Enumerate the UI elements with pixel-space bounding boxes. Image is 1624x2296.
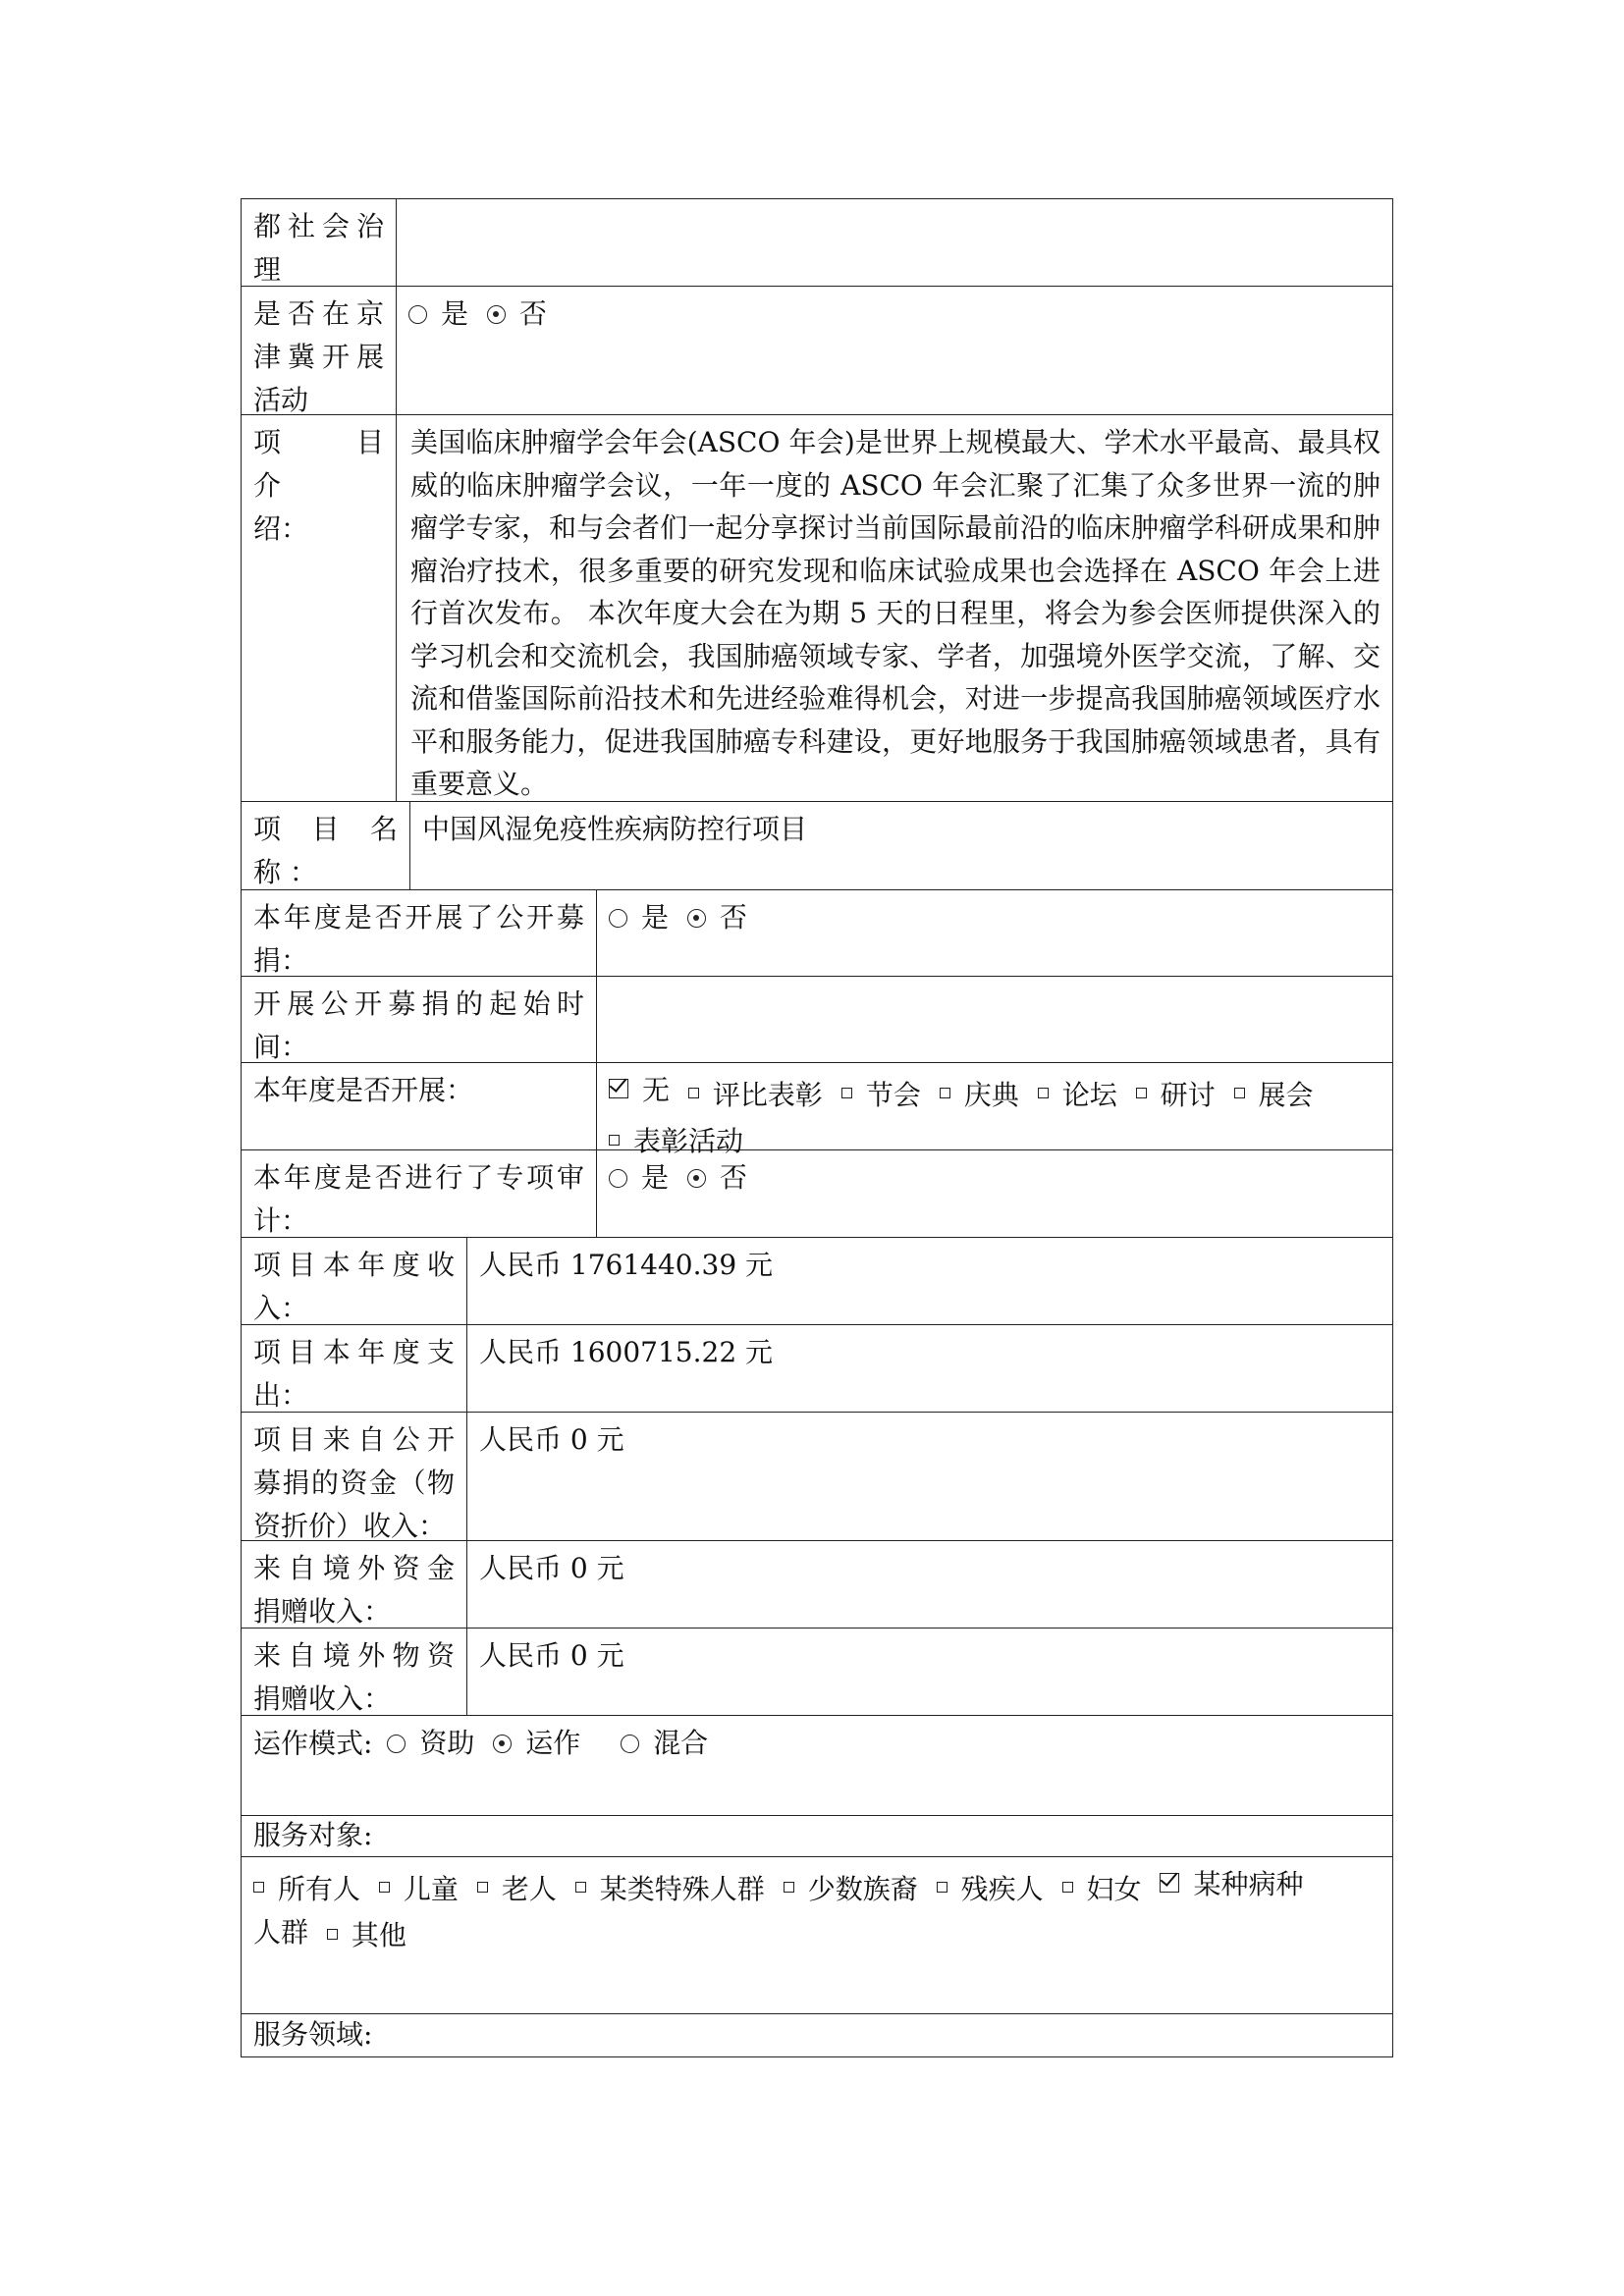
value-audit [597,1150,1392,1237]
value-income [467,1238,1392,1324]
label-line: 项目本年度支 [253,1336,455,1368]
radio-circle-icon[interactable] [609,909,627,928]
value-project-name [410,802,1392,889]
row-expense [241,1325,1393,1413]
checkbox-icon[interactable] [253,1882,264,1893]
label-activities [242,1063,597,1149]
label-line: 来自境外资金 [253,1552,455,1584]
checkbox-option-special-group[interactable]: 某类特殊人群 [575,1868,765,1911]
checkbox-option-other[interactable]: 其他 [327,1914,406,1957]
row-audit [241,1150,1393,1238]
checkbox-icon[interactable] [1234,1088,1245,1098]
checkbox-option-disease[interactable]: 某种病种 [1160,1863,1303,1906]
radio-option-no[interactable]: 否 [687,1156,747,1200]
label-line: 本年度是否开展： [253,1074,474,1106]
service-target-label: 服务对象: [253,1819,373,1851]
label-line: 捐赠收入： [253,1682,392,1715]
checkbox-option-forum[interactable]: 论坛 [1038,1074,1117,1117]
label-line: 绍： [253,512,309,545]
row-jingjinji [241,287,1393,415]
project-intro-text: 美国临床肿瘤学会年会(ASCO 年会)是世界上规模最大、学术水平最高、最具权威的临床肿瘤学会议，一年一度的 ASCO 年会汇聚了汇集了众多世界一流的肿瘤学专家，和与会者们一起分享探讨当前国际最前沿的临床肿瘤学科研成果和肿瘤治疗技术，很多重要的研究发现和临床试验成果也会选择在 ASCO 年会上进行首次发布。 本次年度大会在为期 5 天的日程里，将会为参会医师提供深入的学习机会和交流机会，我国肺癌领域专家、学者，加强境外医学交流，了解、交流和借鉴国际前沿技术和先进经验难得机会，对进一步提高我国肺癌领域医疗水平和服务能力，促进我国肺癌专科建设，更好地服务于我国肺癌领域患者，具有重要意义。 [410,426,1380,800]
radio-option-operate[interactable]: 运作 [493,1722,580,1765]
checkbox-option-celebration[interactable]: 庆典 [940,1074,1019,1117]
radio-selected-icon[interactable] [493,1735,512,1753]
label-line: 项 目 介 [253,426,412,502]
row-public-fund [241,890,1393,977]
label-jingjinji [242,287,397,414]
checkbox-icon[interactable] [1062,1882,1073,1893]
radio-circle-icon[interactable] [408,305,427,324]
checkbox-icon[interactable] [379,1882,390,1893]
value-foreign-fund [467,1541,1392,1628]
checkbox-option-none[interactable]: 无 [609,1069,670,1112]
label-intro [242,415,412,801]
disease-suffix: 人群 [253,1915,309,1949]
radio-circle-icon[interactable] [621,1735,639,1753]
checkbox-option-disabled[interactable]: 残疾人 [937,1868,1044,1911]
service-field-header [242,2014,1392,2056]
project-name-text: 中国风湿免疫性疾病防控行项目 [422,813,808,845]
checkbox-icon[interactable] [1038,1088,1049,1098]
checkbox-icon[interactable] [1136,1088,1147,1098]
row-project-name [241,802,1393,890]
checkbox-icon[interactable] [841,1088,852,1098]
checkbox-option-minority[interactable]: 少数族裔 [784,1868,918,1911]
label-line: 项目本年度收 [253,1249,455,1281]
value-public-fund [597,890,1392,976]
label-public-fund [242,890,597,976]
checkbox-option-elderly[interactable]: 老人 [477,1868,557,1911]
service-target-header [242,1816,1392,1856]
label-line: 出： [253,1379,309,1412]
label-line: 入： [253,1292,309,1324]
radio-option-yes[interactable]: 是 [609,1156,669,1200]
mode-label: 运作模式: [253,1727,373,1760]
radio-option-mixed[interactable]: 混合 [621,1722,708,1765]
service-field-label: 服务领域: [253,2018,373,2051]
label-line: 本年度是否开展了公开募 [253,901,584,934]
radio-circle-icon[interactable] [609,1169,627,1188]
label-line: 称 ： [253,856,317,888]
checkbox-option-festival[interactable]: 节会 [841,1074,921,1117]
row-start-time [241,977,1393,1063]
label-shehui [242,199,397,286]
radio-selected-icon[interactable] [487,305,506,324]
checkbox-icon[interactable] [940,1088,950,1098]
label-line: 项目来自公开 [253,1423,455,1456]
label-expense [242,1325,467,1412]
radio-option-no[interactable]: 否 [487,293,547,336]
public-income-amount: 人民币 0 元 [479,1423,624,1456]
label-line: 理 [253,253,282,286]
checkbox-icon[interactable] [575,1882,586,1893]
checkbox-icon[interactable] [784,1882,794,1893]
radio-option-fund[interactable]: 资助 [387,1722,474,1765]
row-service-field [241,2014,1393,2057]
radio-circle-icon[interactable] [387,1735,406,1753]
service-target-options [242,1857,1392,2013]
checkbox-option-exhibition[interactable]: 展会 [1234,1074,1314,1117]
expense-amount: 人民币 1600715.22 元 [479,1336,774,1368]
label-foreign-goods [242,1629,467,1715]
income-amount: 人民币 1761440.39 元 [479,1249,774,1281]
row-activities [241,1063,1393,1157]
label-audit [242,1150,597,1237]
checkbox-icon[interactable] [327,1929,338,1940]
label-income [242,1238,467,1324]
label-public-income [242,1413,467,1540]
row-foreign-fund [241,1541,1393,1629]
value-start-time [597,977,1392,1062]
label-line: 募捐的资金（物 [253,1467,455,1499]
label-foreign-fund [242,1541,467,1628]
checkbox-option-commendation[interactable]: 表彰活动 [609,1120,743,1163]
checkbox-checked-icon[interactable] [609,1079,628,1098]
checkbox-option-women[interactable]: 妇女 [1062,1868,1142,1911]
checkbox-icon[interactable] [688,1088,699,1098]
radio-selected-icon[interactable] [687,909,706,928]
checkbox-icon[interactable] [609,1135,620,1146]
label-line: 都社会治 [253,210,384,242]
value-activities [597,1063,1392,1157]
value-intro [397,415,1392,801]
radio-option-yes[interactable]: 是 [408,293,468,336]
checkbox-option-everyone[interactable]: 所有人 [253,1868,360,1911]
row-shehui [241,198,1393,287]
checkbox-checked-icon[interactable] [1160,1873,1179,1893]
label-line: 计： [253,1204,309,1237]
foreign-goods-amount: 人民币 0 元 [479,1639,624,1672]
checkbox-option-award[interactable]: 评比表彰 [688,1074,823,1117]
foreign-fund-amount: 人民币 0 元 [479,1552,624,1584]
row-public-income [241,1413,1393,1541]
label-line: 捐： [253,944,309,977]
radio-option-yes[interactable]: 是 [609,896,669,939]
label-line: 是否在京 [253,297,384,330]
label-line: 本年度是否进行了专项审 [253,1161,584,1194]
label-line: 捐赠收入： [253,1595,392,1628]
value-mode [242,1716,1392,1815]
label-line: 津冀开展 [253,341,384,373]
value-shehui [397,199,1392,286]
value-foreign-goods [467,1629,1392,1715]
label-line: 间： [253,1031,309,1063]
checkbox-option-seminar[interactable]: 研讨 [1136,1074,1216,1117]
checkbox-icon[interactable] [477,1882,488,1893]
label-start-time [242,977,597,1062]
label-project-name [242,802,410,889]
label-line: 活动 [253,384,309,416]
row-mode [241,1716,1393,1816]
checkbox-icon[interactable] [937,1882,947,1893]
value-jingjinji [397,287,1392,414]
checkbox-option-children[interactable]: 儿童 [379,1868,459,1911]
label-line: 资折价）收入： [253,1510,447,1542]
label-line: 来自境外物资 [253,1639,455,1672]
radio-selected-icon[interactable] [687,1169,706,1188]
row-service-target-label [241,1816,1393,1857]
value-expense [467,1325,1392,1412]
row-intro [241,415,1393,802]
value-public-income [467,1413,1392,1540]
row-foreign-goods [241,1629,1393,1716]
label-line: 项 目 名 [253,813,398,845]
label-line: 开展公开募捐的起始时 [253,988,584,1020]
row-service-target-options [241,1857,1393,2014]
radio-option-no[interactable]: 否 [687,896,747,939]
row-income [241,1238,1393,1325]
